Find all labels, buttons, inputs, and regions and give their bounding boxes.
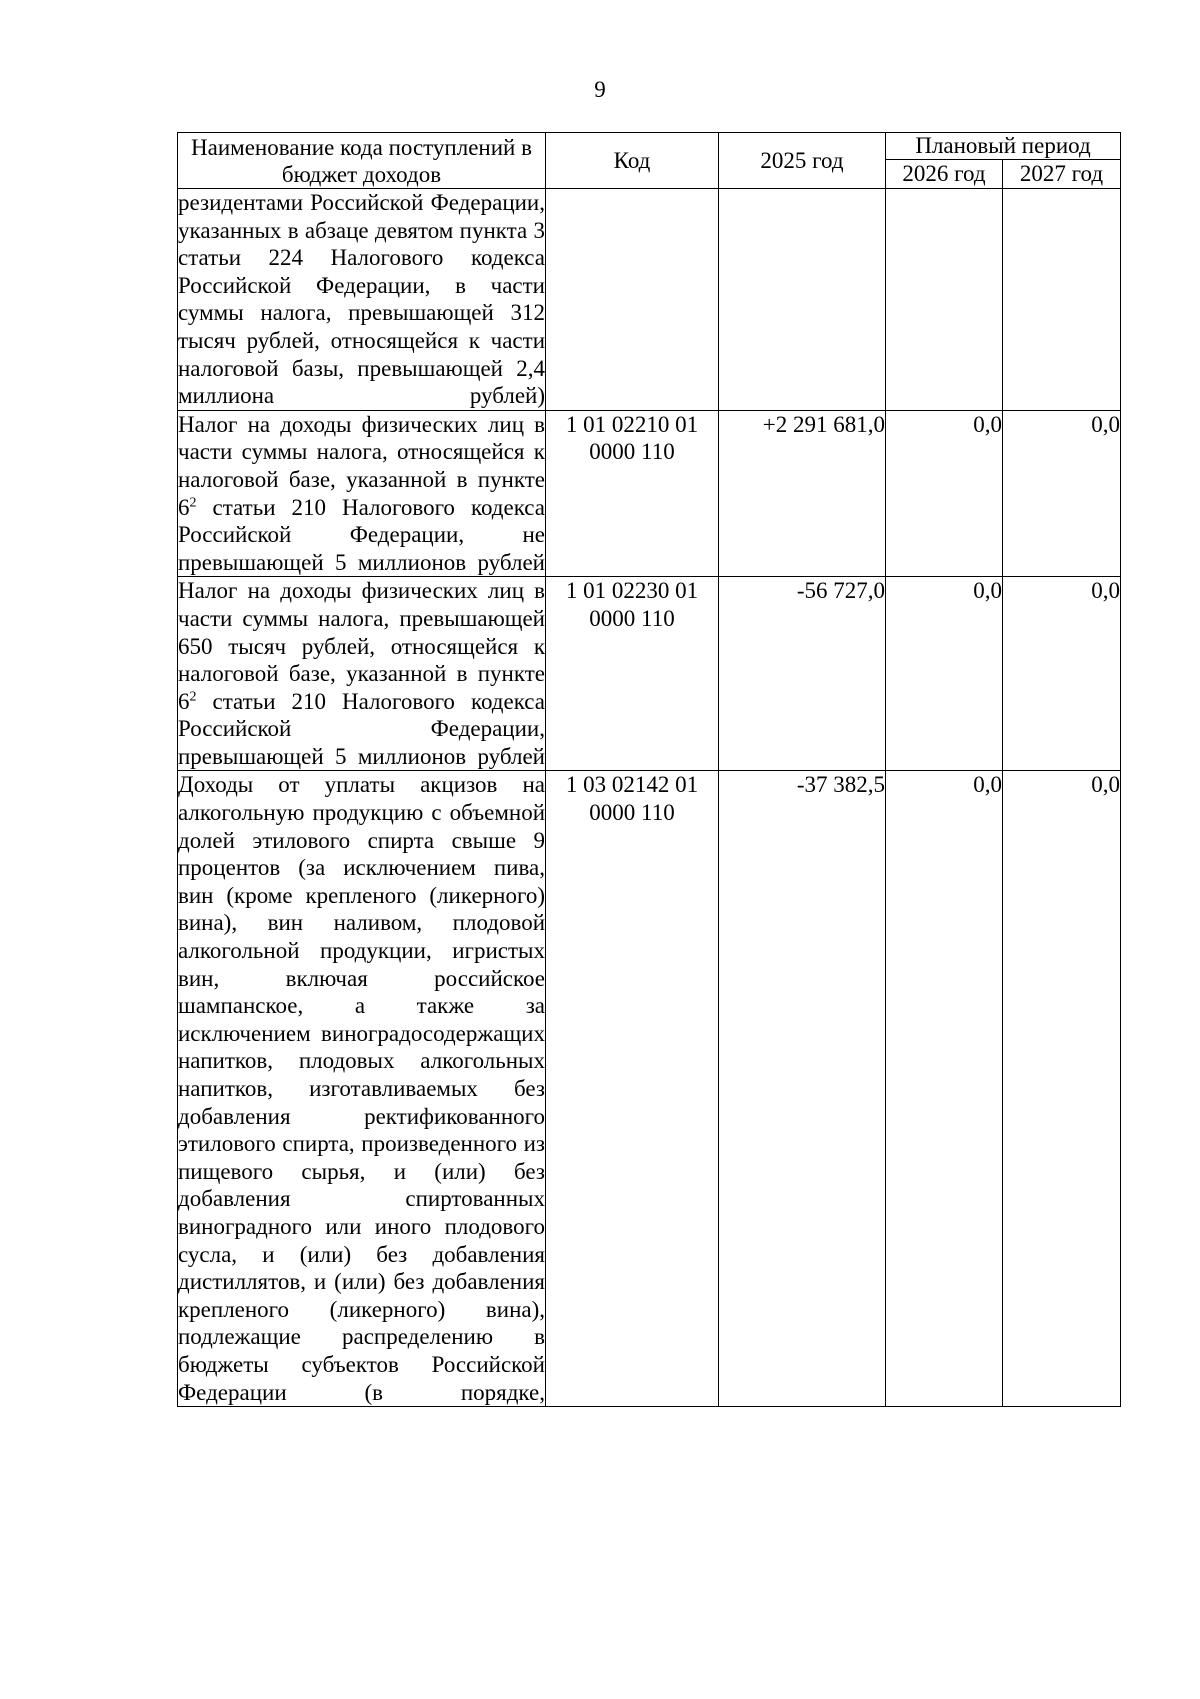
row-name-superscript: 2 bbox=[189, 689, 197, 705]
row-name bbox=[178, 410, 546, 577]
row-value-2026: 0,0 bbox=[886, 771, 1003, 1407]
table-row bbox=[178, 189, 1121, 411]
row-name-superscript: 2 bbox=[189, 494, 197, 510]
row-code bbox=[546, 189, 719, 411]
header-2025: 2025 год bbox=[719, 133, 886, 189]
header-code: Код bbox=[546, 133, 719, 189]
row-name-part: Налог на доходы физических лиц в части суммы налога, относящейся к налоговой базе, указанной в пункте 6 bbox=[178, 411, 545, 520]
row-name-part: статьи 210 Налогового кодекса Российской Федерации, превышающей 5 миллионов рублей bbox=[178, 688, 545, 769]
row-value-2027: 0,0 bbox=[1003, 410, 1121, 577]
row-value-2025 bbox=[719, 189, 886, 411]
page-number: 9 bbox=[594, 77, 606, 102]
header-2027: 2027 год bbox=[1003, 160, 1121, 189]
row-value-2025: -56 727,0 bbox=[719, 577, 886, 771]
row-value-2027 bbox=[1003, 189, 1121, 411]
row-value-2026 bbox=[886, 189, 1003, 411]
table-row bbox=[178, 771, 1121, 1407]
row-name-part: статьи 210 Налогового кодекса Российской Федерации, не превышающей 5 миллионов рублей bbox=[178, 494, 545, 575]
row-value-2025: -37 382,5 bbox=[719, 771, 886, 1407]
row-value-2026: 0,0 bbox=[886, 577, 1003, 771]
row-name: резидентами Российской Федерации, указанных в абзаце девятом пункта 3 статьи 224 Налогового кодекса Российской Федерации, в части суммы налога, превышающей 312 тысяч рублей, относящейся к части налоговой базы, превышающей 2,4 миллиона рублей) bbox=[178, 189, 546, 411]
row-value-2026: 0,0 bbox=[886, 410, 1003, 577]
row-value-2027: 0,0 bbox=[1003, 577, 1121, 771]
row-name bbox=[178, 577, 546, 771]
row-code: 1 01 02210 01 0000 110 bbox=[546, 410, 719, 577]
header-2026: 2026 год bbox=[886, 160, 1003, 189]
table-row bbox=[178, 410, 1121, 577]
header-name: Наименование кода поступлений в бюджет доходов bbox=[178, 133, 546, 189]
row-value-2027: 0,0 bbox=[1003, 771, 1121, 1407]
row-code: 1 03 02142 01 0000 110 bbox=[546, 771, 719, 1407]
header-planned-period: Плановый период bbox=[886, 133, 1121, 160]
table-row bbox=[178, 577, 1121, 771]
row-name: Доходы от уплаты акцизов на алкогольную продукцию с объемной долей этилового спирта свыше 9 процентов (за исключением пива, вин (кроме крепленого (ликерного) вина), вин наливом, плодовой алкогольной продукции, игристых вин, включая российское шампанское, а также за исключением виноградосодержащих напитков, плодовых алкогольных напитков, изготавливаемых без добавления ректификованного этилового спирта, произведенного из пищевого сырья, и (или) без добавления спиртованных виноградного или иного плодового сусла, и (или) без добавления дистиллятов, и (или) без добавления крепленого (ликерного) вина), подлежащие распределению в бюджеты субъектов Российской Федерации (в порядке, bbox=[178, 771, 546, 1407]
row-name-part: Налог на доходы физических лиц в части суммы налога, превышающей 650 тысяч рублей, относящейся к налоговой базе, указанной в пункте 6 bbox=[178, 578, 545, 714]
budget-table bbox=[177, 132, 1121, 1407]
row-code: 1 01 02230 01 0000 110 bbox=[546, 577, 719, 771]
row-value-2025: +2 291 681,0 bbox=[719, 410, 886, 577]
header-row-top bbox=[178, 133, 1121, 160]
